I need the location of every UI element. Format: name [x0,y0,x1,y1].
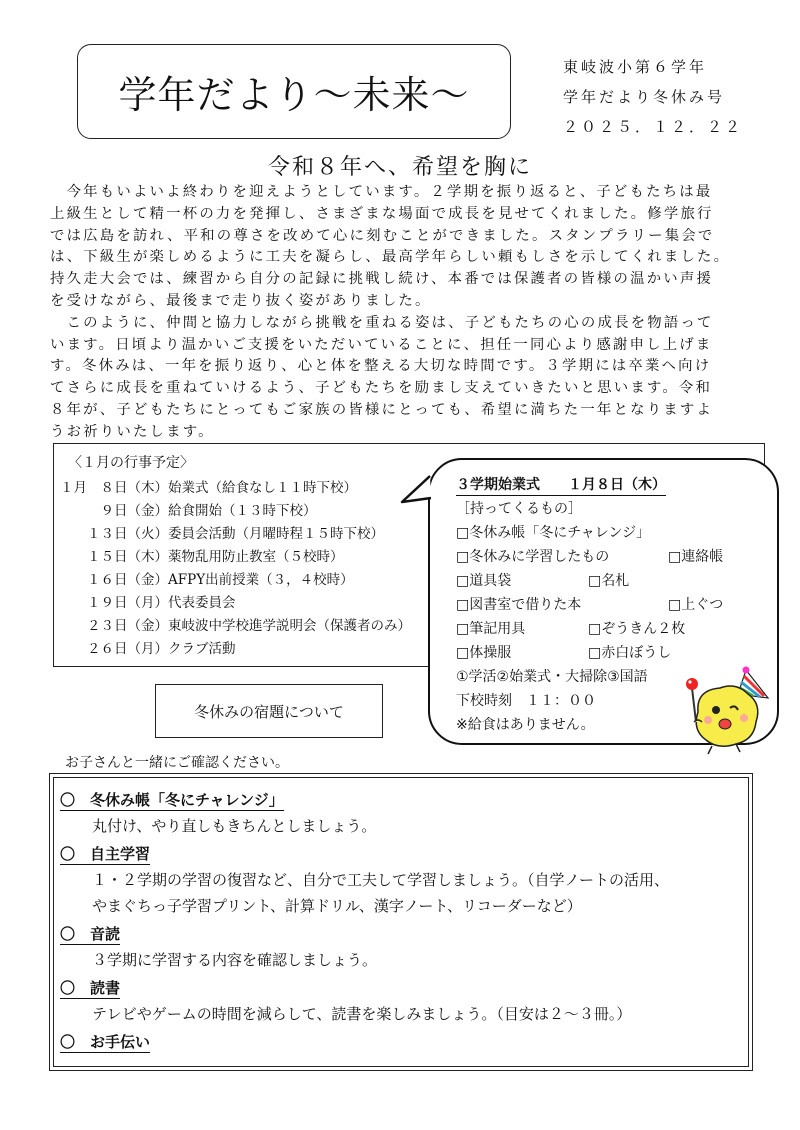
event-item: ２３日（金）東岐波中学校進学説明会（保護者のみ） [60,618,411,634]
event-item: １５日（木）薬物乱用防止教室（５校時） [60,549,344,565]
bring-item: □筆記用具 [456,621,526,637]
bring-item: □冬休みに学習したもの [456,549,610,565]
bring-item: □冬休み帳「冬にチャレンジ」 [456,525,651,541]
body-line: は、下級生が楽しめるように工夫を凝らし、最高学年らしい頼もしさを示してくれました。 [50,249,731,266]
bring-item: □赤白ぼうし [588,645,672,661]
body-line: います。日頃より温かいご支援をいただいていることに、担任一同心より感謝申し上げま [50,336,713,353]
homework-heading: 〇 自主学習 [60,845,151,863]
homework-heading: 〇 冬休み帳「冬にチャレンジ」 [60,791,284,809]
bring-item: □図書室で借りた本 [456,597,582,613]
body-line: を受けながら、最後まで走り抜く姿がありました。 [50,292,432,309]
body-text [50,182,750,444]
bring-item: □名札 [588,573,630,589]
mascot-icon [676,664,776,756]
event-item: １９日（月）代表委員会 [60,595,236,611]
event-item: ２６日（月）クラブ活動 [60,641,236,657]
event-item: ９日（金）給食開始（１３時下校） [60,503,317,519]
homework-text: 丸付け、やり直しもきちんとしましょう。 [92,817,377,835]
homework-heading: 〇 読書 [60,979,121,997]
body-line: 上級生として精一杯の力を発揮し、さまざまな場面で成長を見せてくれました。修学旅行 [50,205,714,222]
body-line: す。冬休みは、一年を振り返り、心と体を整える大切な時間です。３学期には卒業へ向け [50,358,712,375]
body-line: ８年が、子どもたちにとってもご家族の皆様にとっても、希望に満ちた一年となりますよ [50,401,714,418]
first-day-schedule: ①学活②始業式・大掃除③国語 [456,669,648,685]
title-box [77,44,511,139]
event-item: １月 ８日（木）始業式（給食なし１１時下校） [60,480,357,496]
body-line: 今年もいよいよ終わりを迎えようとしています。２学期を振り返ると、子どもたちは最 [50,184,713,200]
bring-item: □道具袋 [456,573,512,589]
bring-item: □ぞうきん２枚 [588,621,686,637]
school-name: 東岐波小第６学年 [563,58,708,76]
event-item: １６日（金）AFPY出前授業（３，４校時） [60,572,354,588]
body-line: では広島を訪れ、平和の尊さを改めて心に刻むことができました。スタンプラリー集会で [50,227,715,244]
no-lunch-note: ※給食はありません。 [456,717,595,733]
homework-text: テレビやゲームの時間を減らして、読書を楽しみましょう。（目安は２～３冊。） [92,1005,632,1023]
bring-item: □体操服 [456,645,512,661]
body-line: てさらに成長を重ねていけるよう、子どもたちを励まし支えていきたいと思います。令和 [50,380,713,397]
homework-title-box [155,684,383,738]
events-heading: 〈１月の行事予定〉 [68,455,194,471]
body-line: 持久走大会では、練習から自分の記録に挑戦し続け、本番では保護者の皆様の温かい声援 [50,271,714,288]
bubble-tail [400,470,440,510]
bring-heading: ［持ってくるもの］ [456,501,582,517]
dismissal-time: 下校時刻 １１：００ [456,693,596,709]
issue-name: 学年だより冬休み号 [563,88,726,106]
homework-text: １・２学期の学習の復習など、自分で工夫して学習しましょう。（自学ノートの活用、 [92,871,670,889]
homework-heading: 〇 音読 [60,925,121,943]
body-line: うお祈りいたします。 [50,423,215,440]
bring-item: □連絡帳 [668,549,724,565]
homework-title: 冬休みの宿題について [194,702,344,721]
ceremony-date: ３学期始業式 １月８日（木） [456,474,666,496]
event-item: １３日（火）委員会活動（月曜時程１５時下校） [60,526,384,542]
bring-item: □上ぐつ [668,597,724,613]
newsletter-title: 学年だより～未来～ [118,73,470,117]
homework-heading: 〇 お手伝い [60,1033,151,1051]
issue-date: ２０２５．１２．２２ [563,118,744,136]
body-line: このように、仲間と協力しながら挑戦を重ねる姿は、子どもたちの心の成長を物語って [50,314,714,331]
headline: 令和８年へ、希望を胸に [267,155,532,180]
homework-text: ３学期に学習する内容を確認しましょう。 [92,951,378,969]
homework-text: やまぐちっ子学習プリント、計算ドリル、漢字ノート、リコーダーなど） [92,897,582,915]
confirm-note: お子さんと一緒にご確認ください。 [65,755,289,771]
